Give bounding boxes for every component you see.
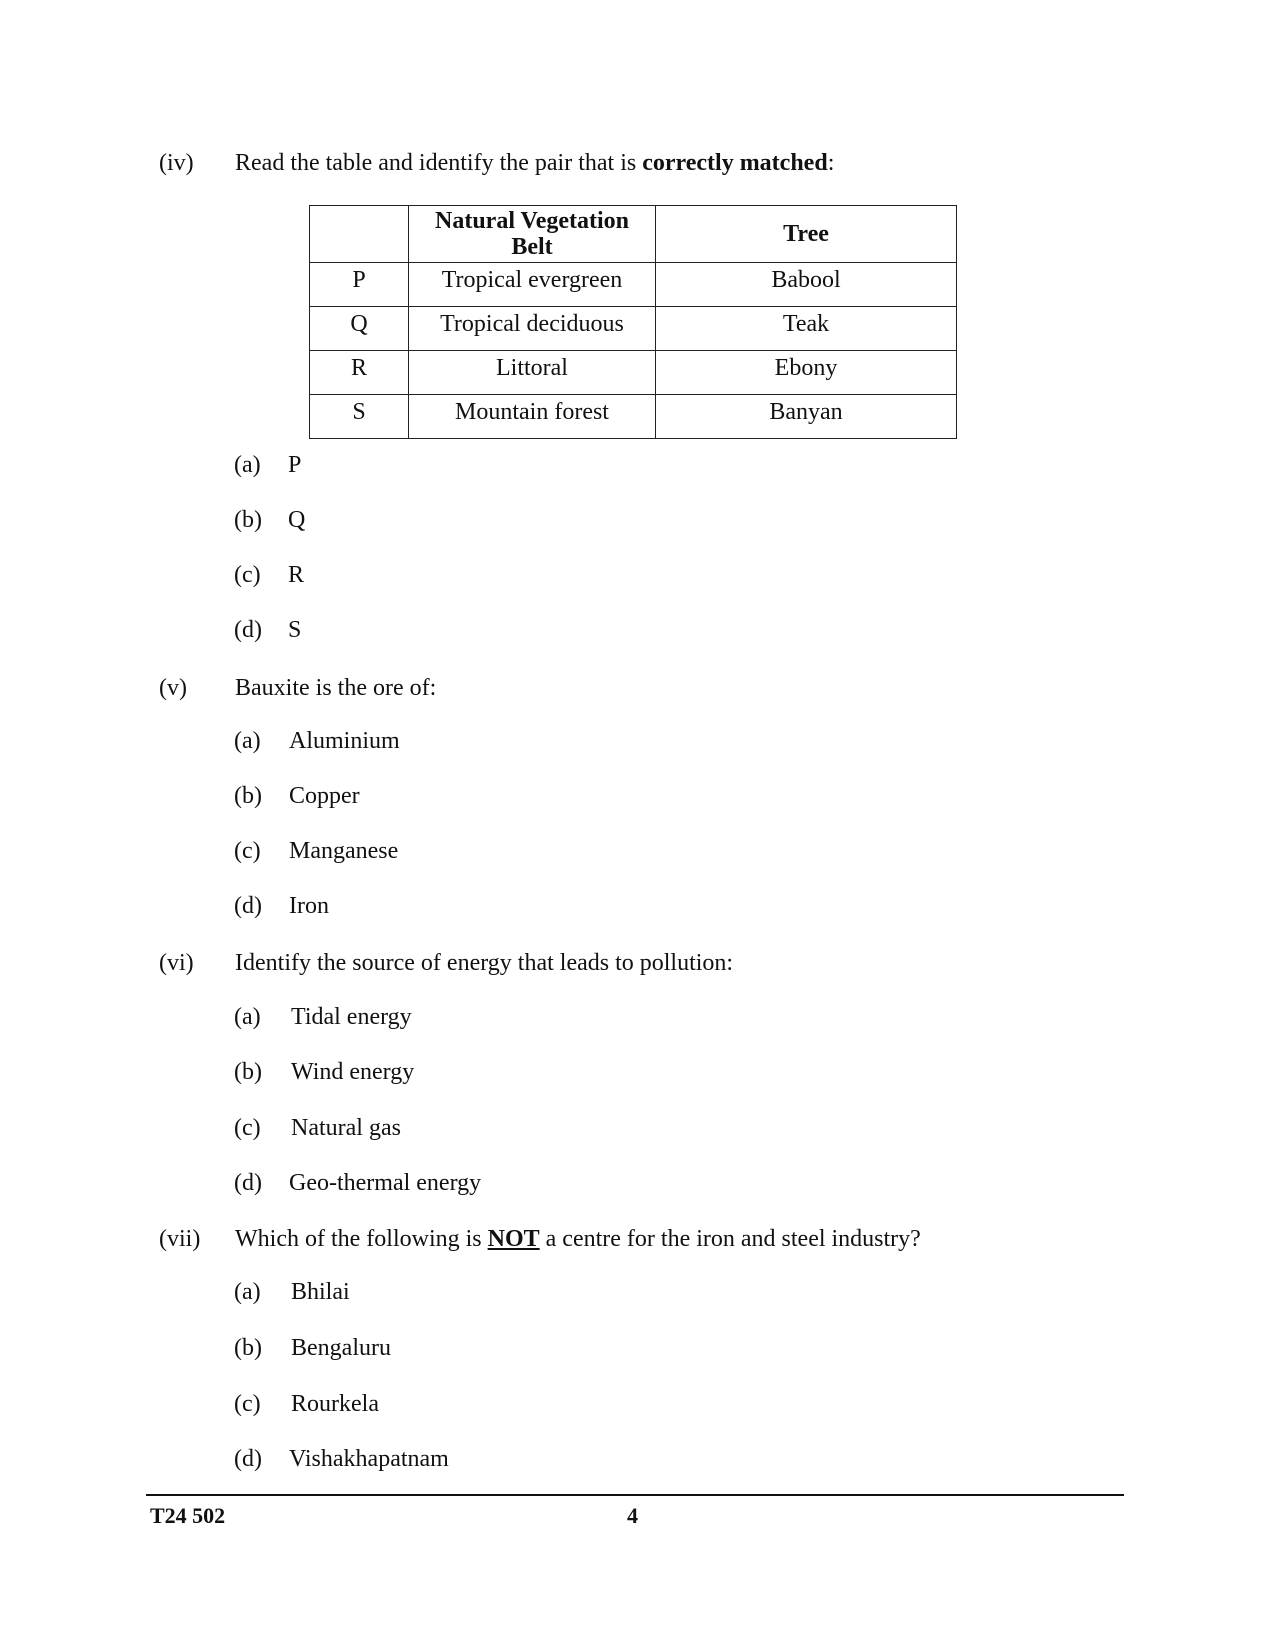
footer-page-number: 4 [627,1503,638,1528]
option-letter-v-a: (a) [234,728,261,754]
option-letter-vii-b: (b) [234,1335,262,1361]
option-text-vii-b: Bengaluru [291,1335,391,1361]
table-cell-belt: Mountain forest [409,395,656,439]
question-text-vii [235,1226,921,1253]
option-letter-vii-a: (a) [234,1279,261,1305]
table-row [310,395,957,439]
question-text-iv [235,150,834,177]
table-cell-belt: Tropical deciduous [409,307,656,351]
option-text-vii-c: Rourkela [291,1391,379,1417]
question-text-vii-part1: Which of the following is [235,1226,488,1252]
option-text-vi-c: Natural gas [291,1115,401,1141]
option-letter-vi-a: (a) [234,1004,261,1030]
option-text-iv-b: Q [288,507,306,533]
option-text-v-b: Copper [289,783,360,809]
option-letter-v-d: (d) [234,893,262,919]
option-text-iv-a: P [288,452,302,478]
option-text-iv-d: S [288,617,302,643]
option-letter-iv-b: (b) [234,507,262,533]
question-number-vii: (vii) [159,1226,201,1252]
table-row [310,307,957,351]
table-cell-label: R [310,351,409,395]
option-letter-vii-d: (d) [234,1446,262,1472]
question-text-vi: Identify the source of energy that leads to pollution: [235,950,734,976]
question-text-iv-part1: Read the table and identify the pair that is [235,150,643,176]
question-text-vii-part2: a centre for the iron and steel industry? [539,1226,921,1252]
option-text-v-c: Manganese [289,838,399,864]
table-cell-tree: Babool [656,263,957,307]
table-cell-belt: Tropical evergreen [409,263,656,307]
table-row [310,263,957,307]
table-cell-label: S [310,395,409,439]
table-cell-label: P [310,263,409,307]
question-text-v: Bauxite is the ore of: [235,675,437,701]
question-number-iv: (iv) [159,150,194,176]
option-letter-iv-a: (a) [234,452,261,478]
option-letter-iv-d: (d) [234,617,262,643]
table-cell-tree: Banyan [656,395,957,439]
vegetation-tree-table [309,205,957,439]
table-cell-tree: Teak [656,307,957,351]
question-text-iv-bold: correctly matched [642,150,828,176]
option-text-v-d: Iron [289,893,329,919]
option-text-vi-a: Tidal energy [291,1004,412,1030]
table-header-empty [310,206,409,263]
table-row [310,351,957,395]
table-header-belt [409,206,656,263]
option-text-vii-a: Bhilai [291,1279,350,1305]
question-number-vi: (vi) [159,950,194,976]
option-letter-vi-c: (c) [234,1115,261,1141]
question-text-iv-part2: : [827,150,835,176]
table-header-row [310,206,957,263]
table-cell-belt: Littoral [409,351,656,395]
option-letter-iv-c: (c) [234,562,261,588]
option-letter-vi-d: (d) [234,1170,262,1196]
question-number-v: (v) [159,675,187,701]
option-letter-vii-c: (c) [234,1391,261,1417]
option-text-vi-b: Wind energy [291,1059,415,1085]
table-cell-label: Q [310,307,409,351]
option-text-iv-c: R [288,562,305,588]
option-letter-v-c: (c) [234,838,261,864]
option-text-v-a: Aluminium [289,728,400,754]
option-text-vi-d: Geo-thermal energy [289,1170,482,1196]
question-text-vii-emphasis: NOT [487,1226,540,1252]
footer-paper-code: T24 502 [150,1503,226,1528]
option-letter-v-b: (b) [234,783,262,809]
option-letter-vi-b: (b) [234,1059,262,1085]
table-cell-tree: Ebony [656,351,957,395]
table-header-tree: Tree [656,206,957,263]
option-text-vii-d: Vishakhapatnam [289,1446,449,1472]
table-header-belt-text: Natural Vegetation Belt [435,208,629,260]
footer-divider [146,1494,1124,1496]
